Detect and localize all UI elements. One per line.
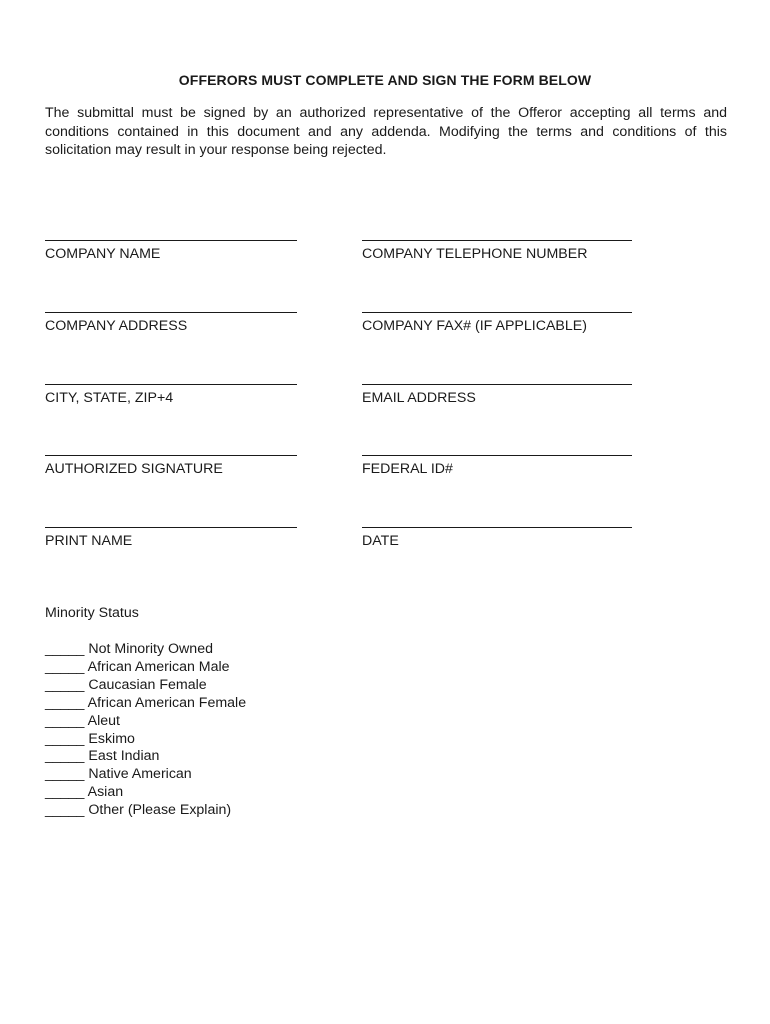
city-state-zip-label: CITY, STATE, ZIP+4 — [45, 390, 174, 406]
company-name-line[interactable] — [45, 240, 297, 241]
federal-id-field[interactable] — [362, 455, 632, 477]
print-name-label: PRINT NAME — [45, 533, 133, 549]
date-label: DATE — [362, 533, 399, 549]
minority-option-african-american-male[interactable]: _____ African American Male — [45, 658, 230, 675]
authorized-signature-label: AUTHORIZED SIGNATURE — [45, 461, 223, 477]
minority-option-not-minority-owned[interactable]: _____ Not Minority Owned — [45, 641, 213, 657]
minority-option-asian[interactable]: _____ Asian — [45, 784, 124, 801]
authorized-signature-field[interactable] — [45, 455, 297, 477]
minority-option-aleut[interactable]: _____ Aleut — [45, 712, 120, 729]
federal-id-label: FEDERAL ID# — [362, 461, 453, 477]
email-address-label: EMAIL ADDRESS — [362, 390, 476, 406]
minority-option-eskimo[interactable]: _____ Eskimo — [45, 730, 135, 747]
date-line[interactable] — [362, 527, 632, 528]
print-name-field[interactable] — [45, 527, 297, 549]
company-name-field[interactable] — [45, 240, 297, 262]
minority-status-heading: Minority Status — [45, 605, 139, 621]
company-address-field[interactable] — [45, 312, 297, 334]
minority-option-caucasian-female[interactable]: _____ Caucasian Female — [45, 676, 207, 693]
city-state-zip-field[interactable] — [45, 384, 297, 406]
federal-id-line[interactable] — [362, 455, 632, 456]
company-fax-label: COMPANY FAX# (IF APPLICABLE) — [362, 318, 587, 334]
minority-option-other[interactable]: _____ Other (Please Explain) — [45, 802, 232, 819]
company-telephone-line[interactable] — [362, 240, 632, 241]
company-address-line[interactable] — [45, 312, 297, 313]
intro-paragraph: The submittal must be signed by an authorized representative of the Offeror accepting all terms and conditions contained in this document and any addenda. Modifying the terms and conditions of this solicitation may result in your response being rejected. — [45, 105, 727, 158]
authorized-signature-line[interactable] — [45, 455, 297, 456]
email-address-field[interactable] — [362, 384, 632, 406]
date-field[interactable] — [362, 527, 632, 549]
form-title: OFFERORS MUST COMPLETE AND SIGN THE FORM BELOW — [178, 72, 592, 88]
minority-status-list — [45, 641, 246, 820]
company-name-label: COMPANY NAME — [45, 246, 161, 262]
company-telephone-field[interactable] — [362, 240, 632, 262]
print-name-line[interactable] — [45, 527, 297, 528]
company-fax-field[interactable] — [362, 312, 632, 334]
minority-option-african-american-female[interactable]: _____ African American Female — [45, 694, 247, 711]
minority-option-east-indian[interactable]: _____ East Indian — [45, 748, 160, 765]
company-telephone-label: COMPANY TELEPHONE NUMBER — [362, 246, 588, 262]
email-address-line[interactable] — [362, 384, 632, 385]
minority-option-native-american[interactable]: _____ Native American — [45, 766, 192, 783]
company-address-label: COMPANY ADDRESS — [45, 318, 188, 334]
company-fax-line[interactable] — [362, 312, 632, 313]
city-state-zip-line[interactable] — [45, 384, 297, 385]
